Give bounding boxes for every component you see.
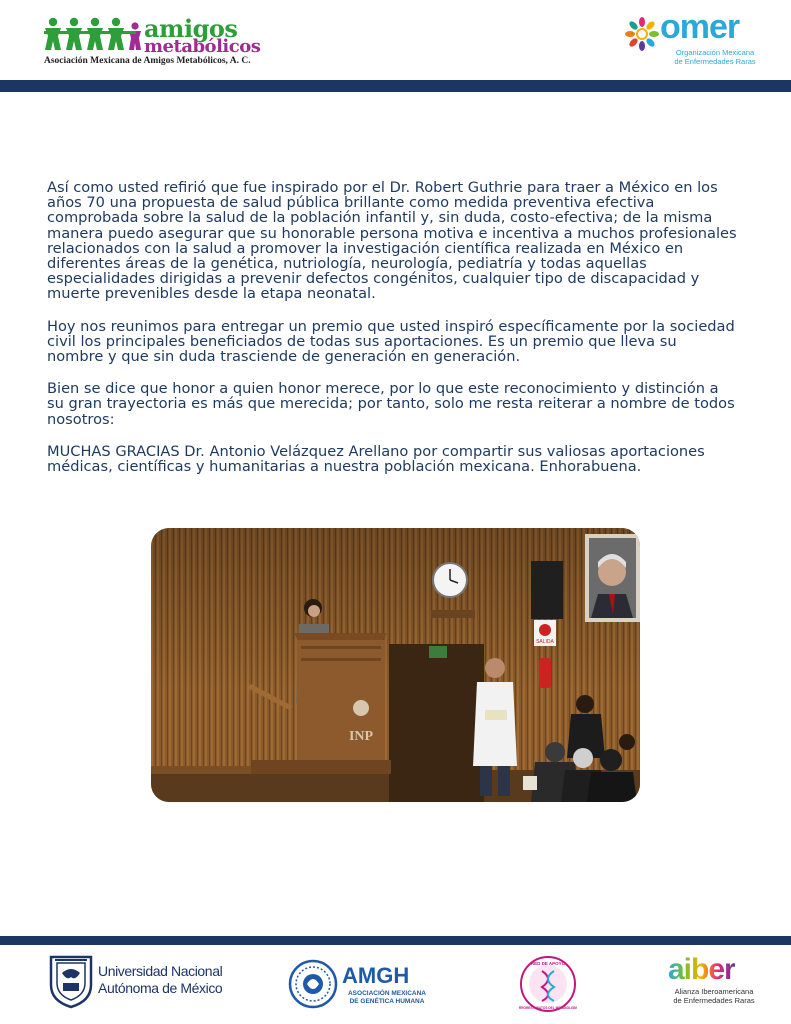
red-apoyo-top-text: RED DE APOYO xyxy=(530,961,566,966)
aiber-sub-line2: de Enfermedades Raras xyxy=(673,996,755,1005)
amgh-seal-icon xyxy=(288,959,338,1009)
omer-flower-icon xyxy=(624,14,660,54)
amigos-metabolicos-logo[interactable] xyxy=(44,14,261,70)
letter-body xyxy=(47,180,737,491)
footer-divider-bar xyxy=(0,936,791,945)
unam-line1: Universidad Nacional xyxy=(98,963,223,979)
aiber-wordmark: aiber xyxy=(668,953,735,986)
aiber-logo[interactable] xyxy=(664,953,764,1013)
dna-ring-icon xyxy=(519,955,577,1013)
red-de-apoyo-logo[interactable] xyxy=(519,955,577,1013)
unam-line2: Autónoma de México xyxy=(98,980,223,996)
amgh-sub-line2: DE GENÉTICA HUMANA xyxy=(349,998,425,1005)
unam-logo[interactable] xyxy=(47,955,223,1010)
amgh-subtitle xyxy=(342,990,432,1006)
unam-shield-icon xyxy=(47,955,95,1009)
amigos-logo-word-bottom: metabólicos xyxy=(144,36,261,57)
paragraph: Hoy nos reunimos para entregar un premio que usted inspiró específicamente por la sociedad civil los principales beneficiados de todas sus aportaciones. Es un premio que lleva su nombre y que sin duda trasciende de generación en generación. xyxy=(47,317,735,366)
amigos-logo-word-top: amigos xyxy=(144,14,238,43)
paragraph: MUCHAS GRACIAS Dr. Antonio Velázquez Arellano por compartir sus valiosas aportaciones médicas, científicas y humanitarias a nuestra población mexicana. Enhorabuena. xyxy=(47,442,705,476)
paragraph: Así como usted refirió que fue inspirado por el Dr. Robert Guthrie para traer a México en los años 70 una propuesta de salud pública brillante como medida preventiva efectiva comprobada sobre la salud de la población infantil y, sin duda, costo-efectiva; de la misma manera puedo asegurar que su honorable persona motiva e incentiva a muchos profesionales relacionados con la salud a promover la investigación científica realizada en México en diferentes áreas de la genética, nutriología, neurología, pediatría y todas aquellas especialidades dirigidas a prevenir defectos congénitos, cualquier tipo de discapacidad y muerte prevenibles desde la etapa neonatal. xyxy=(47,179,737,303)
page-header xyxy=(0,0,791,80)
people-chain-icon xyxy=(44,16,142,54)
unam-name xyxy=(98,963,222,997)
ceremony-photo-illustration xyxy=(151,528,640,802)
red-apoyo-ring-text: ERRORES INNATOS DEL METABOLISMO xyxy=(519,1006,577,1010)
fire-sign-text: SALIDA xyxy=(536,639,554,645)
omer-sub-line2: de Enfermedades Raras xyxy=(674,57,756,66)
header-divider-bar xyxy=(0,80,791,92)
aiber-sub-line1: Alianza Iberoamericana xyxy=(674,987,754,996)
amgh-sub-line1: ASOCIACIÓN MEXICANA xyxy=(347,990,426,997)
ceremony-photo xyxy=(151,528,640,802)
aiber-name xyxy=(668,953,735,987)
omer-logo-name: omer xyxy=(660,8,740,46)
omer-sub-line1: Organización Mexicana xyxy=(675,48,755,57)
podium-text: INP xyxy=(348,729,374,744)
amgh-name: AMGH xyxy=(342,963,410,988)
paragraph: Bien se dice que honor a quien honor merece, por lo que este reconocimiento y distinción a su gran trayectoria es más que merecida; por tanto, solo me resta reiterar a nombre de todos nosotros: xyxy=(47,380,735,428)
omer-logo-subtitle xyxy=(660,48,770,66)
amigos-logo-subtitle: Asociación Mexicana de Amigos Metabólicos, A. C. xyxy=(44,56,251,66)
amgh-logo[interactable] xyxy=(288,957,433,1012)
aiber-subtitle xyxy=(664,987,764,1005)
omer-logo[interactable] xyxy=(624,8,756,74)
